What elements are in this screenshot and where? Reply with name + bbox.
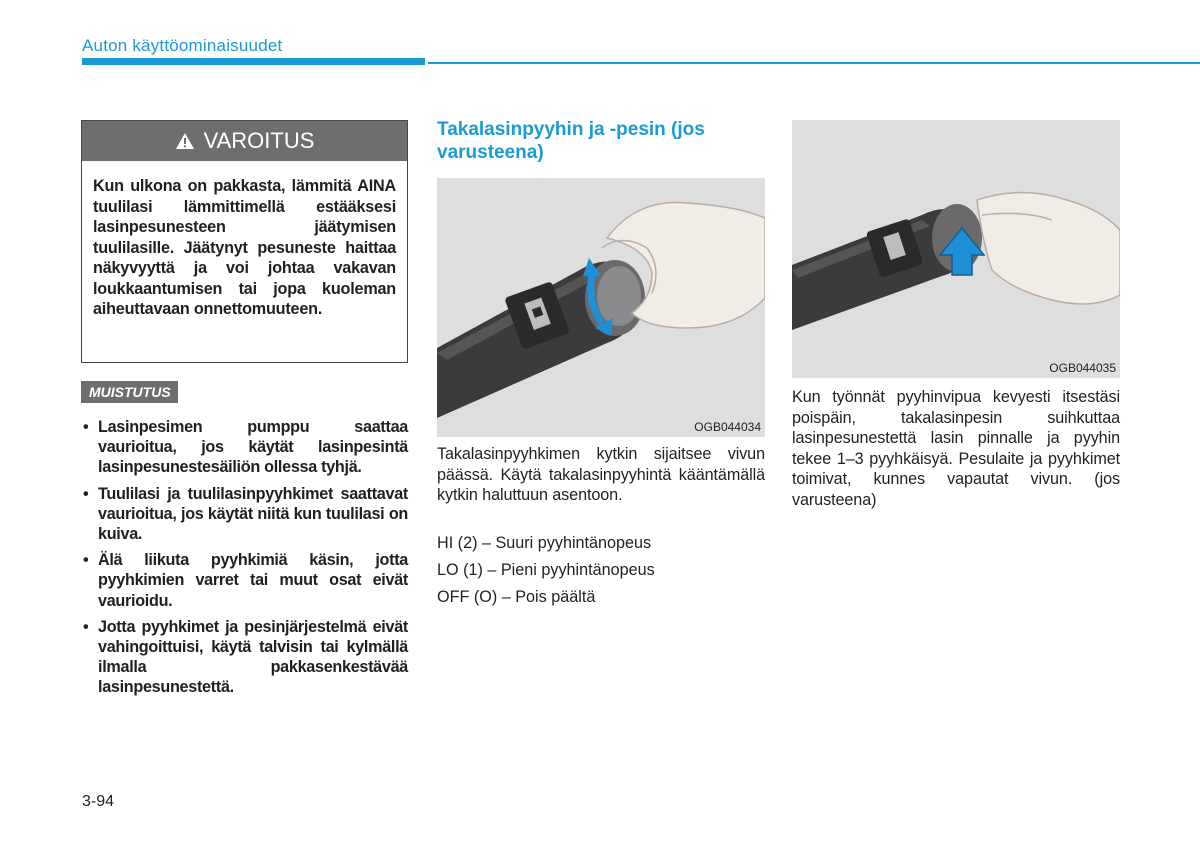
header-accent-bar [82,58,425,65]
warning-triangle-icon [175,132,195,150]
notice-item: • Älä liikuta pyyhkimiä käsin, jotta pyyhkimien varret tai muut osat eivät vaurioidu. [83,551,408,610]
wiper-speed-list [437,532,767,613]
warning-text: Kun ulkona on pakkasta, lämmitä AINA tuulilasi lämmittimellä estääksesi lasinpesunesteen jäätymisen tuulilasille. Jäätynyt pesuneste haittaa näkyvyyttä ja voi johtaa vakavan loukkaantumisen tai jopa kuoleman aiheuttavaan onnettomuuteen. [93,177,396,318]
warning-header [82,121,407,161]
notice-item: • Tuulilasi ja tuulilasinpyyhkimet saattavat vaurioitua, jos käytät niitä kun tuulilasi on kuiva. [83,484,408,544]
warning-box [81,120,408,363]
notice-item: • Jotta pyyhkimet ja pesinjärjestelmä eivät vahingoittuisi, käytä talvisin tai kylmällä ilmalla pakkasenkestävää lasinpesunestettä. [83,617,408,697]
notice-item: • Lasinpesimen pumppu saattaa vaurioitua, jos käytät lasinpesintä lasinpesunestesäiliön ollessa tyhjä. [83,418,408,477]
wiper-switch-rotate-photo [437,178,765,437]
warning-title: VAROITUS [203,128,315,153]
speed-off: OFF (O) – Pois päältä [437,588,596,606]
speed-lo: LO (1) – Pieni pyyhintänopeus [437,561,655,579]
header-rule [428,62,1200,64]
section-header-title: Auton käyttöominaisuudet [82,36,283,55]
page-number: 3-94 [82,793,115,810]
photo-code: OGB044034 [694,420,761,434]
speed-hi: HI (2) – Suuri pyyhintänopeus [437,534,652,552]
photo-code: OGB044035 [1049,361,1116,375]
notice-list [81,417,408,704]
wiper-lever-push-photo [792,120,1120,378]
rear-wiper-description: Takalasinpyyhkimen kytkin sijaitsee vivun päässä. Käytä takalasinpyyhintä kääntämällä kytkin haluttuun asentoon. [437,445,765,504]
rear-washer-description: Kun työnnät pyyhinvipua kevyesti itsestäsi poispäin, takalasinpesin suihkuttaa lasinpesunestettä lasin pinnalle ja pyyhin tekee 1–3 pyyhkäisyä. Pesulaite ja pyyhkimet toimivat, kunnes vapautat vivun. (jos varusteena) [792,388,1120,509]
notice-label: MUISTUTUS [81,381,178,403]
section-title: Takalasinpyyhin ja -pesin (jos varusteena) [437,119,705,163]
